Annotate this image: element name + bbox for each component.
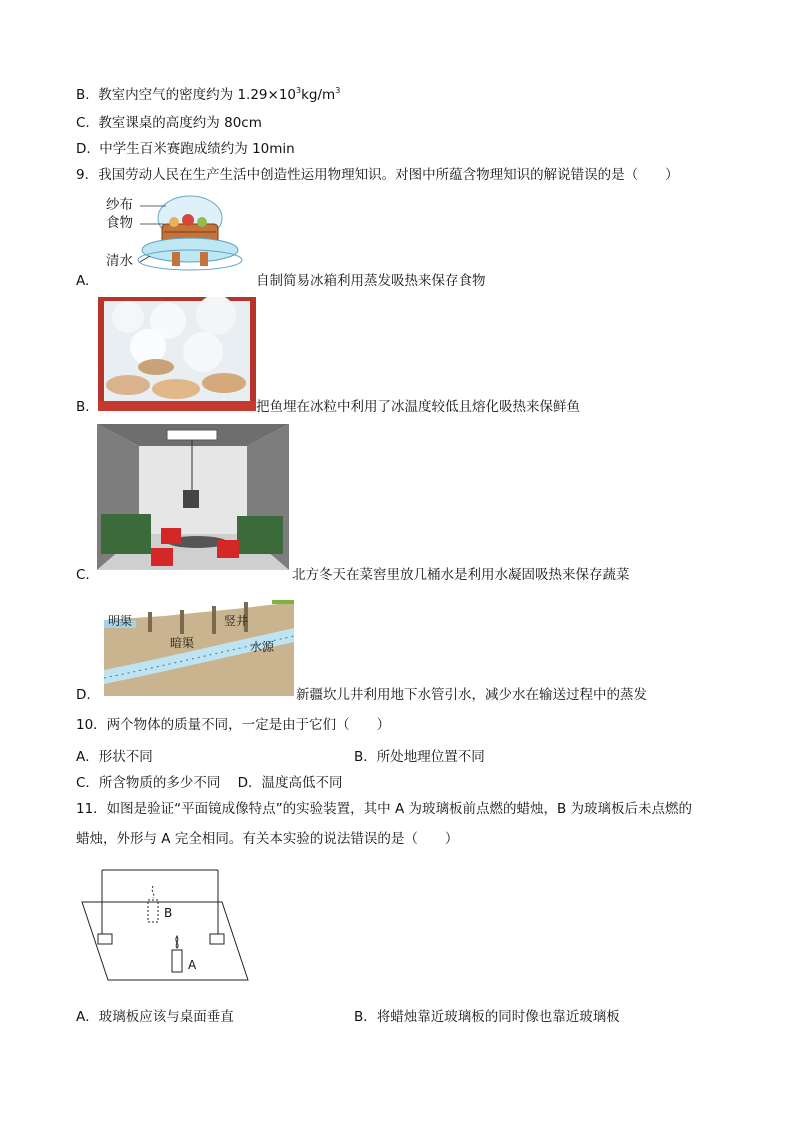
label-water: 清水 xyxy=(106,253,133,269)
q9-option-c-text: 北方冬天在菜窖里放几桶水是利用水凝固吸热来保存蔬菜 xyxy=(292,567,630,583)
q10-option-d-text: D．温度高低不同 xyxy=(237,775,343,791)
q10-option-a: A．形状不同 xyxy=(76,749,153,765)
q9-figure-a-fridge xyxy=(104,194,264,274)
q9-stem: 9．我国劳动人民在生产生活中创造性运用物理知识。对图中所蕴含物理知识的解说错误的是（ ） xyxy=(76,167,679,183)
q11-stem-line2: 蜡烛，外形与 A 完全相同。有关本实验的说法错误的是（ ） xyxy=(76,831,459,847)
q9-option-a-label: A. xyxy=(76,273,90,289)
label-candle-a: A xyxy=(188,958,197,972)
q9-option-d-text: 新疆坎儿井利用地下水管引水，减少水在输送过程中的蒸发 xyxy=(296,687,647,703)
label-food: 食物 xyxy=(106,215,133,231)
q9-option-a-text: 自制简易冰箱利用蒸发吸热来保存食物 xyxy=(256,273,486,289)
label-water-source: 水源 xyxy=(250,640,275,654)
label-open-channel: 明渠 xyxy=(108,614,133,628)
label-shaft: 竖井 xyxy=(224,614,249,628)
q9-option-b-text: 把鱼埋在冰粒中利用了冰温度较低且熔化吸热来保鲜鱼 xyxy=(256,399,580,415)
q8-option-b: B. 教室内空气的密度约为 $1.29\times 10^3kg/m^3$ xyxy=(76,86,341,103)
q9-figure-c-cellar xyxy=(97,424,289,570)
q10-option-c-text: C．所含物质的多少不同 xyxy=(76,775,221,791)
q9-option-c-label: C. xyxy=(76,567,90,583)
q11-option-a: A．玻璃板应该与桌面垂直 xyxy=(76,1009,234,1025)
label-candle-b: B xyxy=(164,906,173,920)
q9-option-d-label: D. xyxy=(76,687,91,703)
q8-option-d: D. 中学生百米赛跑成绩约为 10min xyxy=(76,141,295,157)
q10-option-c xyxy=(76,774,343,792)
q9-figure-d-karez xyxy=(104,600,294,696)
q11-figure-mirror-setup xyxy=(80,862,250,992)
label-gauze: 纱布 xyxy=(106,197,133,213)
q10-option-b: B．所处地理位置不同 xyxy=(354,749,485,765)
q8-option-c: C. 教室课桌的高度约为 80cm xyxy=(76,115,262,131)
label-hidden-channel: 暗渠 xyxy=(170,636,195,650)
q11-stem-line1: 11．如图是验证“平面镜成像特点”的实验装置，其中 A 为玻璃板前点燃的蜡烛，B 为玻璃板后未点燃的 xyxy=(76,801,693,817)
q9-figure-b-fish-ice xyxy=(98,297,256,411)
q10-stem: 10．两个物体的质量不同，一定是由于它们（ ） xyxy=(76,717,391,733)
q9-option-b-label: B. xyxy=(76,399,90,415)
q11-option-b: B．将蜡烛靠近玻璃板的同时像也靠近玻璃板 xyxy=(354,1009,620,1025)
